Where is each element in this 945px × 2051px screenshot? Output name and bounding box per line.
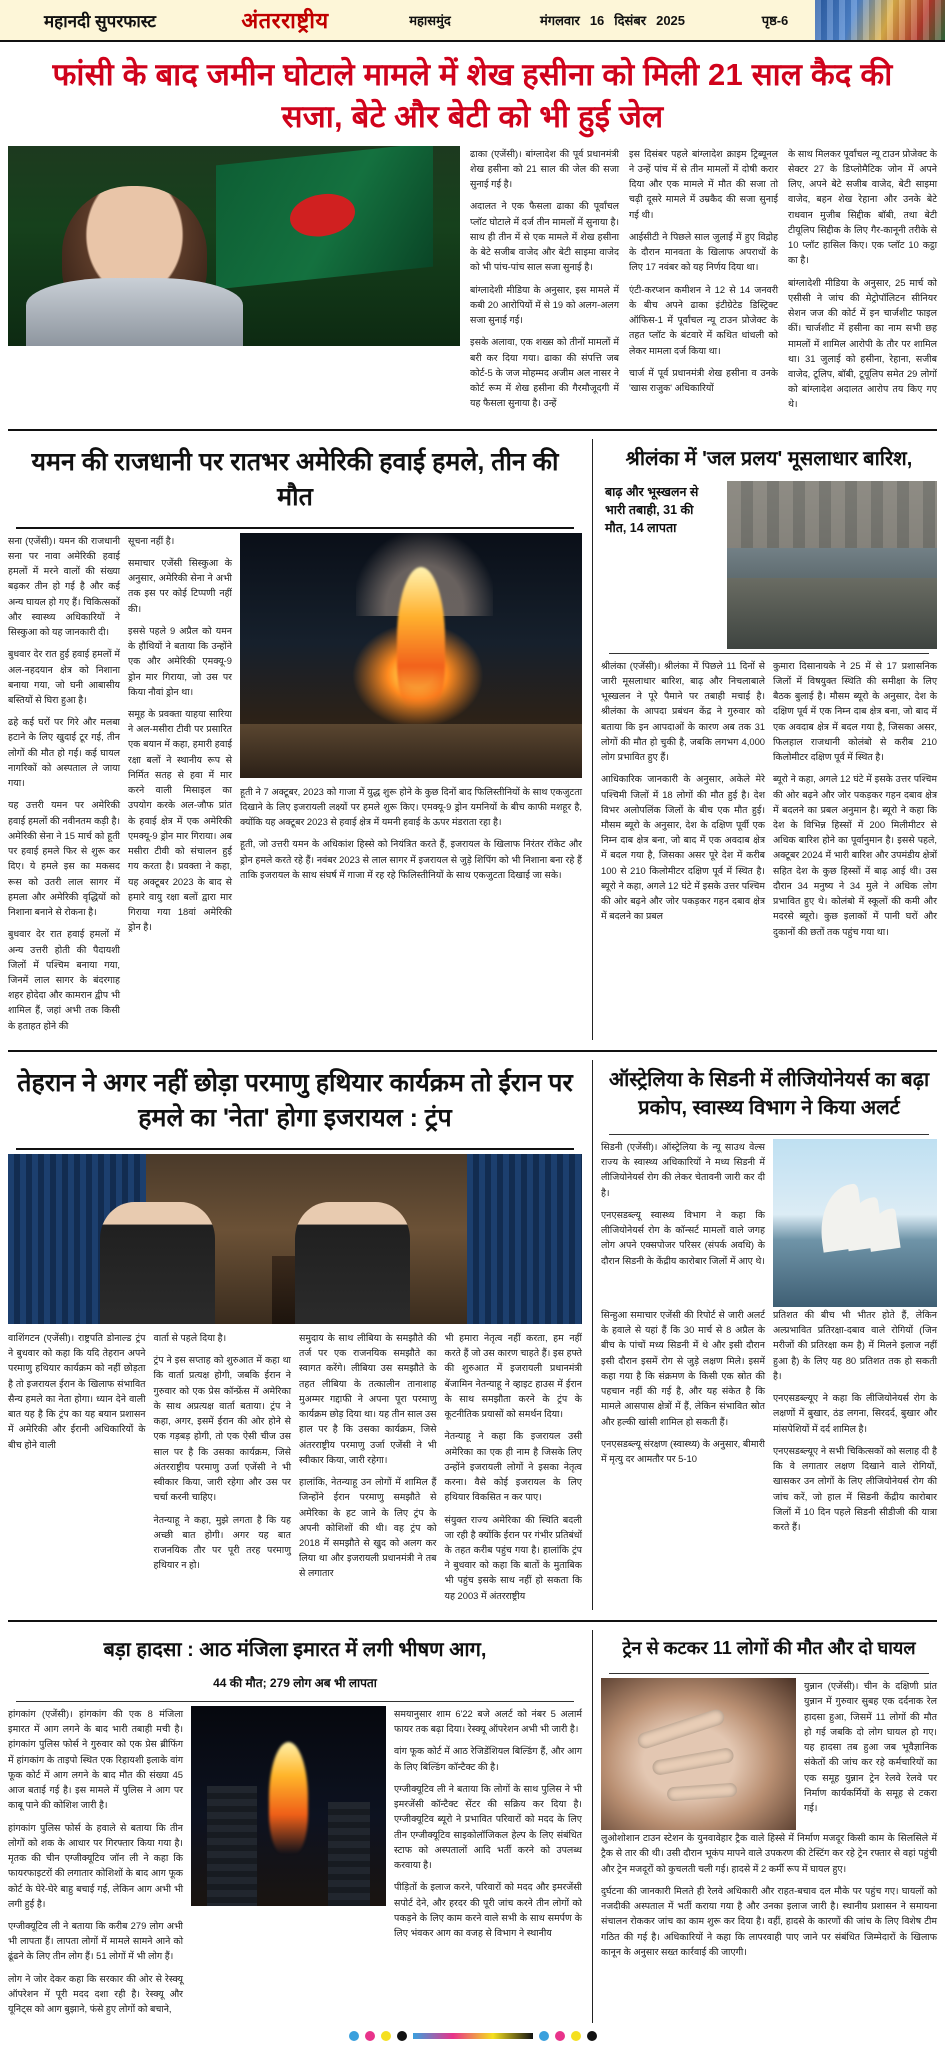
paragraph: हूती ने 7 अक्टूबर, 2023 को गाजा में युद्ध शुरू होने के कुछ दिनों बाद फिलिस्तीनियों के साथ एकजुटता दिखाने के लिए इजरायली लक्ष्यों पर हमले शुरू किए। एमक्यू-9 ड्रोन यमनियों के बीच काफी मशहूर है, क्योंकि यह अक्टूबर 2023 से हवाई क्षेत्र में यमनी हवाई के ऊपर मंडराता रहा है।: [240, 785, 582, 828]
divider: [8, 1050, 937, 1052]
paragraph: इसके अलावा, एक शख्स को तीनों मामलों में बरी कर दिया गया। ढाका की संपत्ति जब कोर्ट-5 के जज मोहम्मद अजीम अल नासर ने कोर्ट रूम में शेख हसीना की गैरमौजूदगी में यह फैसला सुनाया है। उन्हें: [470, 336, 619, 409]
masthead: [0, 0, 945, 42]
reg-dot-cyan: [539, 2031, 549, 2041]
issue-date: [490, 0, 735, 40]
yemen-fire-photo: [240, 533, 582, 778]
srilanka-flood-photo: [727, 481, 937, 649]
paragraph: एग्जीक्यूटिव ली ने बताया कि करीब 279 लोग अभी भी लापता हैं। लापता लोगों में मामले सामने आने को ढूंढने के लिए तीन लोग हैं। 51 लोगों में भी लोग हैं।: [8, 1919, 183, 1962]
yemen-story: [8, 439, 582, 1040]
fire-photo-col: [191, 1706, 386, 2023]
srilanka-subhead: बाढ़ और भूस्खलन से भारी तबाही, 31 की मौत, 14 लापता: [605, 484, 699, 535]
iran-story: [8, 1060, 582, 1610]
edition-city: महासमुंद: [409, 13, 451, 28]
srilanka-story: [592, 439, 937, 1040]
paragraph: इस दिसंबर पहले बांग्लादेश क्राइम ट्रिब्यूनल ने उन्हें पांच में से तीन मामलों में दोषी करार दिया और एक मामले में मौत की सजा तो चढ़ी दूसरे मामले में उम्रकैद की सजा सुनाई गई थी।: [629, 147, 778, 220]
fire-story: [8, 1630, 582, 2023]
paragraph: बांग्लादेशी मीडिया के अनुसार, 25 मार्च को एसीसी ने जांच की मेट्रोपॉलिटन सीनियर सेशन जज की कोर्ट में इन चार्जशीट फाइल कीं। चार्जशीट में हसीना का नाम सभी छह मामलों में शामिल आरोपी के तौर पर शामिल था। 31 जुलाई को हसीना, रेहाना, सजीब वाजेद, टूलिप, बॉबी, टूयूलिप समेत 29 लोगों को बांग्लादेश अदालत आरोप तय किए गए थे।: [788, 276, 937, 410]
paragraph: ढाका (एजेंसी)। बांग्लादेश की पूर्व प्रधानमंत्री शेख हसीना को 21 साल की जेल की सजा सुनाई गई है।: [470, 147, 619, 190]
iran-column-1: [8, 1330, 146, 1610]
reg-dot-magenta: [365, 2031, 375, 2041]
paragraph: हालांकि, नेतन्याहू उन लोगों में शामिल हैं जिन्होंने ईरान परमाणु समझौते से अमेरिका के हट जाने के लिए ट्रंप के अपनी कोशिशों की थी। वह ट्रंप को 2018 में समझौते से खुद को अलग कर लिया था और इजरायली प्रधानमंत्री ने तब से लगातार: [299, 1476, 437, 1579]
reg-dot-black: [397, 2031, 407, 2041]
iran-photo: [8, 1154, 582, 1324]
paragraph: समाचार एजेंसी सिस्कुआ के अनुसार, अमेरिकी सेना ने अभी तक इस पर कोई टिप्पणी नहीं की।: [128, 556, 232, 614]
train-column-2: [601, 1830, 937, 1959]
sydney-opera-photo: [773, 1139, 937, 1307]
paragraph: हांगकांग पुलिस फोर्स के हवाले से बताया कि तीन लोगों को शक के आधार पर गिरफ्तार किया गया है। मृतक की चीन एग्जीक्यूटिव जॉन ली ने कहा कि फायरफाइटरों की लगातार कोशिशों के बाद आग फूक कोर्ट के घेरे-घेरे बाहु बचाई गई, लेकिन आग अभी भी लगी हुई है।: [8, 1821, 183, 1909]
flame-icon: [269, 1742, 308, 1854]
issue-month: दिसंबर: [614, 13, 647, 28]
paragraph: बांग्लादेशी मीडिया के अनुसार, इस मामले में कबी 20 आरोपियों में से 19 को अलग-अलग सजा सुनाई गई।: [470, 283, 619, 326]
australia-column-1: [601, 1139, 765, 1307]
paragraph: एग्जीक्यूटिव ली ने बताया कि लोगों के साथ पुलिस ने भी इमरजेंसी कॉन्टैक्ट सेंटर की सक्रिय कर दिया है। एग्जीक्यूटिव ब्यूरो ने प्रभावित परिवारों को मदद के लिए तीन एग्जीक्यूटिव साइकोलॉजिकल हेल्प के लिए संबंधित स्टाफ को अस्पतालों आदि भर्ती करने को उपलब्ध करवाया है।: [394, 1782, 582, 1871]
reg-dot-cyan: [349, 2031, 359, 2041]
lead-column-3: [788, 146, 937, 419]
paragraph: ढहे कई घरों पर गिरे और मलबा हटाने के लिए खुदाई टूर गई, तीन लोगों की मौत हो गई। कई घायल नागरिकों को अस्पताल ले जाया गया।: [8, 716, 120, 789]
paragraph: एनएसडब्ल्यू संरक्षण (स्वास्थ्य) के अनुसार, बीमारी में मृत्यु दर आमतौर पर 5-10: [601, 1437, 765, 1465]
australia-story: [592, 1060, 937, 1610]
yemen-photo-col: [240, 533, 582, 1040]
paragraph: पीड़ितों के इलाज करने, परिवारों को मदद और इमरजेंसी सपोर्ट देने, और हरदर की पूरी जांच करने तीन लोगों को पकड़ने के लिए काम करने वाले सभी के साथ समर्पण के लिए भंवकर आग का वजह से विभाग ने स्थानीय: [394, 1881, 582, 1938]
paragraph: लुओशोशान टाउन स्टेशन के युनवावेहार ट्रैक वाले हिस्से में निर्माण मजदूर किसी काम के सिलसिले में ट्रैक से तार की थी। उसी दौरान भूकंप मापने वाले उपकरण की टेस्टिंग कर रहे ट्रेन रफ्तार से वहां पहुंची और ट्रेन मजदूरों को कुचलती चली गई। हादसे में 2 कर्मी रूप में घायल हुए।: [601, 1832, 937, 1874]
paragraph: भी हमारा नेतृत्व नहीं करता, हम नहीं करते हैं जो उस कारण चाहते हैं। इस हफ्ते की शुरुआत में इजरायली प्रधानमंत्री बेंजामिन नेतन्याहू ने व्हाइट हाउस में ईरान के साथ समझौता करने के ट्रंप के कूटनीतिक प्रयासों को समर्थन दिया।: [444, 1331, 582, 1420]
paragraph: इससे पहले 9 अप्रैल को यमन के हौथियों ने बताया कि उन्होंने एक और अमेरिकी एमक्यू-9 ड्रोन मार गिराया, जो उस पर किया नौवां ड्रोन था।: [128, 624, 232, 697]
divider: [8, 429, 937, 431]
lead-headline: फांसी के बाद जमीन घोटाले मामले में शेख हसीना को मिली 21 साल कैद की सजा, बेटे और बेटी को भी हुई जेल: [52, 57, 893, 134]
reg-dot-yellow: [571, 2031, 581, 2041]
paragraph: एनएसडब्ल्यूए ने सभी चिकित्सकों को सलाह दी है कि वे लगातार लक्षण दिखाने वाले रोगियों, खासकर उन लोगों के लिए लीजियोनेयर्स रोग की जांच करें, जो हाल में सिडनी केंद्रीय कारोबार जिलों में 10 दिन पहले सिडनी सीडीजी की यात्रा करते हैं।: [773, 1444, 937, 1532]
train-accident-photo: [601, 1678, 796, 1830]
paragraph: सना (एजेंसी)। यमन की राजधानी सना पर नावा अमेरिकी हवाई हमलों में मरने वालों की संख्या बढ़कर तीन हो गई है और कई अन्य घायल हो गए हैं। चिकित्सकों और स्वास्थ्य अधिकारियों ने सिस्कुआ को यह जानकारी दी।: [8, 534, 120, 638]
fire-column-2: [394, 1706, 582, 2023]
paragraph: अदालत ने एक फैसला ढाका की पूर्वांचल प्लॉट घोटाले में दर्ज तीन मामलों में सुनाया है। साथ ही तीन में से एक मामले में शेख हसीना के बेटे सजीब वाजेद और बेटी साइमा वाजेद को भी पांच-पांच साल सजा सुनाई है।: [470, 200, 619, 273]
paragraph: बुधवार देर रात हवाई हमलों में अन्य उत्तरी होती की पैदायशी जिलों में पश्चिम बनाया गया, जिनमें लाल सागर के बंदरगाह शहर होदेदा और कामरान द्वीप भी शामिल हैं, जहां अभी तक किसी के हताहत होने की: [8, 928, 120, 1031]
print-registration-marks: [0, 2023, 945, 2051]
iran-column-2: [154, 1330, 292, 1610]
paragraph: के साथ मिलकर पूर्वांचल न्यू टाउन प्रोजेक्ट के सेक्टर 27 के डिप्लोमैटिक जोन में अपने लिए, अपने बेटे सजीब वाजेद, बेटी साइमा वाजेद, बहन शेख रेहाना और उनके बेटे राधवान मुजीब सिद्दीक बॉबी, तथा बेटी टीयूलिप सिद्दीक के लिए गैर-कानूनी तरीके से 10 प्लॉट हासिल किए। एक प्लॉट 10 कट्ठा का है।: [788, 147, 937, 266]
paragraph: सूचना नहीं है।: [128, 534, 175, 546]
australia-headline: ऑस्ट्रेलिया के सिडनी में लीजियोनेयर्स का बढ़ा प्रकोप, स्वास्थ्य विभाग ने किया अलर्ट: [608, 1068, 930, 1119]
divider: [609, 1673, 929, 1674]
issue-date-num: 16: [589, 12, 605, 28]
paragraph: लोग ने जोर देकर कहा कि सरकार की ओर से रेस्क्यू ऑपरेशन में पूरी मदद दशा रही है। रेस्क्यू और यूनिट्स को आग बुझाने, फंसे हुए लोगों को बचाने,: [8, 1972, 183, 2015]
divider: [16, 527, 574, 529]
paragraph: वार्ता से पहले दिया है।: [153, 1331, 227, 1343]
paragraph: युन्नान (एजेंसी)। चीन के दक्षिणी प्रांत युन्नान में गुरुवार सुबह एक दर्दनाक रेल हादसा हुआ, जिसमें 11 लोगों की मौत हो गई जबकि दो लोग घायल हो गए। यह हादसा तब हुआ जब भूवैज्ञानिक संकेतों की जांच कर रहे कर्मचारियों का एक समूह युन्नान ट्रेन रेलवे रेलवे पर निर्माण कार्यकर्मियों के समूह से टकरा गई।: [804, 1680, 937, 1813]
lead-column-2: [629, 146, 778, 419]
paper-name: महानदी सुपरफास्ट: [44, 11, 156, 31]
paragraph: कुमारा दिसानायके ने 25 में से 17 प्रशासनिक जिलों में विषयुक्त स्थिति की समीक्षा के लिए बैठक बुलाई है। मौसम ब्यूरो के अनुसार, देश के दक्षिण पूर्व में एक निम्न दाब क्षेत्र बना, जो बाद में एक अवदाब क्षेत्र में बदल गया है, जिसका असर, फिलहाल राजधानी कोलंबो से करीब 210 किलोमीटर दक्षिण पूर्व में स्थित है।: [773, 659, 937, 763]
paragraph: ब्यूरो ने कहा, अगले 12 घंटे में इसके उत्तर पश्चिम की ओर बढ़ने और जोर पकड़कर गहन दबाव क्षेत्र में बदलने का प्रबल अनुमान है। ब्यूरो ने कहा कि देश के विभिन्न हिस्सों में 200 मिलीमीटर से अधिक बारिश होने का पूर्वानुमान है। इससे पहले, अक्टूबर 2024 में भारी बारिश और उपमंडीय क्षेत्रों सहित देश के कुछ हिस्सों में बाढ़ आई थी। उस दौरान 34 मनुष्य ने 34 मुले ने अधिक लोग प्रभावित हुए थे। कोलंबो में स्कूलों की कमी और मदरसे ब्यूरो। कुछ इलाकों में पानी घरों और दुकानों की छतों तक पहुंच गया था।: [773, 773, 937, 937]
srilanka-column-2: [773, 658, 937, 946]
flame-icon: [397, 567, 445, 709]
paragraph: हूती, जो उत्तरी यमन के अधिकांश हिस्से को नियंत्रित करते हैं, इजरायल के खिलाफ निरंतर रॉकेट और ड्रोन हमले करते रहे हैं। नवंबर 2023 से लाल सागर में इजरायल से जुड़े शिपिंग को भी निशाना बना रहे हैं ताकि इजरायल के साथ संघर्ष में गाजा में रह रहे फिलिस्तीनियों के साथ एकजुटता दिखाई जा सके।: [240, 838, 582, 880]
paragraph: नेतन्याहू ने कहा कि इजरायल उसी अमेरिका का एक ही नाम है जिसके लिए उन्होंने इजरायली लोगों ने इसका नेतृत्व करना। वैसे कोई इजरायल के लिए हथियार विकसित न कर पाए।: [444, 1430, 582, 1503]
iran-column-4: [445, 1330, 583, 1610]
paragraph: चार्ज में पूर्व प्रधानमंत्री शेख हसीना व उनके 'खास राजुक' अधिकारियों: [629, 366, 778, 393]
divider: [16, 1701, 574, 1702]
paragraph: आधिकारिक जानकारी के अनुसार, अकेले मेरे पश्चिमी जिलों में 18 लोगों की मौत हुई है। देश विभर अलोपलिंक जिलों के बीच एक मौत हुई। मौसम ब्यूरो के अनुसार, देश के दक्षिण पूर्वी एक निम्न दाब क्षेत्र बना, जो बाद में एक अवदाब क्षेत्र में बदल गया है, जिसका असर पूरे देश में करीब 100 से 210 किलोमीटर दक्षिण पूर्व में स्थित है। ब्यूरो ने कहा, अगले 12 घंटे में इसके उत्तर पश्चिम की ओर बढ़ने और जोर पकड़कर गहन दबाव क्षेत्र में बदलने का प्रबल: [601, 773, 765, 922]
hand-detail: [667, 1782, 738, 1801]
building-fire-photo: [191, 1706, 386, 1906]
yemen-column-3: [240, 784, 582, 882]
srilanka-column-1: [601, 658, 765, 946]
paragraph: एनएसडब्ल्यू स्वास्थ्य विभाग ने कहा कि लीजियोनेयर्स रोग के कॉन्सर्ट मामलों वाले जगह लोग अपने एक्सपोजर परिसर (संपर्क अवधि) के दौरान सिडनी के केंद्रीय कारोबार जिलों में आए थे।: [601, 1208, 765, 1266]
lead-photo: [8, 146, 460, 346]
yemen-headline: यमन की राजधानी पर रातभर अमेरिकी हवाई हमले, तीन की मौत: [31, 447, 559, 511]
paragraph: सिन्हुआ समाचार एजेंसी की रिपोर्ट से जारी अलर्ट के हवाले से यहां हैं कि 30 मार्च से 8 अप्रैल के बीच के पांचों मध्य सिडनी में थे और इसी दौरान इसी दौरान इसमें रोग से जुड़े लक्षण मिले। इसमें कहा गया है कि संक्रमण के किसी एक स्रोत की पहचान नहीं की गई है, और यह संकेत है कि मामले आसपास क्षेत्रों में हैं, लेकिन संभावित स्रोत और हल्की खांसी शामिल हो सकती हैं।: [601, 1308, 765, 1427]
lead-column-1: [470, 146, 619, 419]
hand-detail: [636, 1707, 726, 1750]
paragraph: ट्रंप ने इस सप्ताह को शुरुआत में कहा था कि वार्ता प्रत्यक्ष होगी, जबकि ईरान ने गुरुवार को एक प्रेस कॉन्फ्रेंस में अमेरिका के साथ अप्रत्यक्ष वार्ता बताया। ट्रंप ने कहा, अगर, इसमें ईरान की ओर होने से एक गड़बड़ होगी, तो एक ऐसी चीज उस साल पर है कि उसका कार्यक्रम, जिसे अंतरराष्ट्रीय परमाणु उर्जा एजेंसी ने भी स्वीकार किया, जारी रहेगा और उस पर चर्चा करनी चाहिए।: [153, 1354, 291, 1503]
srilanka-headline: श्रीलंका में 'जल प्रलय' मूसलाधार बारिश,: [625, 447, 913, 470]
fire-subhead: 44 की मौत; 279 लोग अब भी लापता: [213, 1675, 377, 1690]
paragraph: नेतन्याहू ने कहा, मुझे लगता है कि यह अच्छी बात होगी। अगर यह बात राजनयिक तौर पर पूरी तरह परमाणु हथियार न हो।: [153, 1513, 291, 1571]
train-column-1: [804, 1678, 937, 1830]
australia-column-3: [773, 1307, 937, 1541]
divider: [609, 1134, 929, 1135]
issue-day: मंगलवार: [539, 13, 580, 28]
paragraph: यह उत्तरी यमन पर अमेरिकी हवाई हमलों की नवीनतम कड़ी है। अमेरिकी सेना ने 15 मार्च को हूती पर हवाई हमले फिर से शुरू कर दिए। ये हमले इस का मकसद रूस को उतरी लाल सागर में हमला और अमेरिकी वृद्धियों को निशाना बनाने से रोकना है।: [8, 799, 120, 918]
paragraph: समुदाय के साथ लीबिया के समझौते की तर्ज पर एक राजनयिक समझौते का स्वागत करेंगे। लीबिया उस समझौते के तहत लीबिया के तत्कालीन तानाशाह मुअम्मर गद्दाफी ने अपना पूरा परमाणु कार्यक्रम छोड़ दिया था। यह तीन साल उस हाल पर है कि उसका कार्यक्रम, जिसे अंतरराष्ट्रीय परमाणु उर्जा एजेंसी ने भी स्वीकार किया, जारी रहेगा।: [299, 1331, 437, 1465]
paragraph: संयुक्त राज्य अमेरिका की स्थिति बदली जा रही है क्योंकि ईरान पर गंभीर प्रतिबंधों के तहत करीब पहुंच गया है। हालांकि ट्रंप ने बुधवार को कहा कि बातों के मुताबिक भी पहुंच इसके साथ नहीं हो सकता कि यह 2003 में अंतरराष्ट्रीय: [444, 1513, 582, 1601]
divider: [609, 653, 929, 654]
paragraph: दुर्घटना की जानकारी मिलते ही रेलवे अधिकारी और राहत-बचाव दल मौके पर पहुंच गए। घायलों को नजदीकी अस्पताल में भर्ती कराया गया है और उनका इलाज जारी है। स्थानीय प्रशासन ने समायना संचालन रोककर जांच का काम शुरू कर दिया है। वहीं, हादसे के कारणों की जांच के लिए विशेष टीम गठित की गई है। अधिकारियों ने कहा कि लापरवाही पाए जाने पर संबंधित जिम्मेदारों के खिलाफ कानून के अनुसार सख्त कार्रवाई की जाएगी।: [601, 1884, 937, 1957]
paragraph: एनएसडब्ल्यूए ने कहा कि लीजियोनेयर्स रोग के लक्षणों में बुखार, ठंड लगना, सिरदर्द, बुखार और मांसपेशियों में दर्द शामिल है।: [773, 1392, 937, 1434]
paragraph: बुधवार देर रात हुई हवाई हमलों में अल-नहदयान क्षेत्र को निशाना बनाया गया, जो घनी आबासीय बस्तियों से घिरा हुआ है।: [8, 648, 120, 706]
hand-detail: [651, 1747, 734, 1776]
curtain-right: [467, 1154, 582, 1324]
divider: [8, 1620, 937, 1622]
page-number: पृष्ठ-6: [761, 13, 789, 28]
paragraph: वांग फूक कोर्ट में आठ रेजिडेंशियल बिल्डिंग हैं, और आग के लिए बिल्डिंग कॉन्टैक्ट की है।: [394, 1745, 582, 1772]
iran-headline: तेहरान ने अगर नहीं छोड़ा परमाणु हथियार कार्यक्रम तो ईरान पर हमले का 'नेता' होगा इजरायल : ट्रंप: [17, 1068, 573, 1132]
bangladesh-flag-icon: [216, 146, 433, 289]
paragraph: समूह के प्रवक्ता याहया सारिया ने अल-मसीरा टीवी पर प्रसारित एक बयान में कहा, हमारी हवाई रक्षा बलों ने स्थानीय रूप से निर्मित सतह से हवा में मार करने वाली मिसाइल का उपयोग करके अल-जौफ प्रांत के हवाई क्षेत्र में एक अमेरिकी एमक्यू-9 ड्रोन मार गिराया। अब मसीरा टीवी को संचालन हुई गय करता है। प्रवक्ता ने कहा, यह अक्टूबर 2023 के बाद से हमारे वायु रक्षा बलों द्वारा मार गिराया गया 18वां अमेरिकी ड्रोन है।: [128, 708, 232, 933]
person-right: [295, 1202, 410, 1324]
ground: [240, 724, 582, 778]
paragraph: आईसीटी ने पिछले साल जुलाई में हुए विद्रोह के दौरान मानवता के खिलाफ अपराधों के लिए 17 नवंबर को यह निर्णय दिया था।: [629, 230, 778, 273]
paragraph: प्रतिशत की बीच भी भीतर होते हैं, लेकिन अल्प्रभावित प्रतिरक्षा-दबाव वाले रोगियों (जिन मरीजों की प्रतिरक्षा कम है) में मिलने इलाज नहीं हुआ है) के लिए यह 80 प्रतिशत तक हो सकती है।: [773, 1308, 937, 1381]
paragraph: हांगकांग (एजेंसी)। हांगकांग की एक 8 मंजिला इमारत में आग लगने के बाद भारी तबाही मची है। हांगकांग पुलिस फोर्स ने गुरुवार को एक प्रेस ब्रीफिंग में हांगकांग के ताइपो स्थित एक रिहायशी इलाके वांग फूक कोर्ट में आग लगने के बाद मौत की संख्या 45 आज बताई गई है। इस मामले में पुलिस ने आग पर काबू पाने की कोशिश जारी है।: [8, 1707, 183, 1811]
portrait-body: [26, 278, 243, 346]
fire-column-1: [8, 1706, 183, 2023]
reg-color-bar: [413, 2033, 533, 2039]
reg-dot-yellow: [381, 2031, 391, 2041]
divider: [16, 1148, 574, 1150]
paragraph: सिडनी (एजेंसी)। ऑस्ट्रेलिया के न्यू साउथ वेल्स राज्य के स्वास्थ्य अधिकारियों ने मध्य सिडनी में लीजियोनेयर्स रोग की लेकर चेतावनी जारी कर दी है।: [601, 1140, 765, 1198]
masthead-ad-banner[interactable]: [815, 0, 945, 40]
australia-photo-col: [773, 1139, 937, 1307]
paragraph: श्रीलंका (एजेंसी)। श्रीलंका में पिछले 11 दिनों से जारी मूसलाधार बारिश, बाढ़ और निचलाबाले भूस्खलन ने पूरे पैमाने पर तबाही मचाई है। श्रीलंका के आपदा प्रबंधन केंद्र ने गुरुवार को बताया कि इन आपदाओं के कारण अब तक 31 लोगों की मौत हो चुकी है, जबकि लगभग 4,000 लोग प्रभावित हुए हैं।: [601, 659, 765, 763]
issue-year: 2025: [656, 12, 686, 28]
person-left: [100, 1202, 215, 1324]
building-right: [328, 1802, 371, 1906]
paragraph: एंटी-करप्शन कमीशन ने 12 से 14 जनवरी के बीच अपने ढाका इंटीग्रेटेड डिस्ट्रिक्ट ऑफिस-1 में पूर्वांचल न्यू टाउन प्रोजेक्ट के तहत प्लॉट के बंटवारे में कथित धांधली को लेकर मामला दर्ज किया था।: [629, 283, 778, 356]
train-headline: ट्रेन से कटकर 11 लोगों की मौत और दो घायल: [622, 1637, 916, 1658]
lead-story: [8, 146, 937, 419]
reg-dot-black: [587, 2031, 597, 2041]
srilanka-subhead-col: [601, 481, 719, 649]
train-photo-col: [601, 1678, 796, 1830]
train-story: [592, 1630, 937, 2023]
fire-headline: बड़ा हादसा : आठ मंजिला इमारत में लगी भीषण आग,: [103, 1638, 487, 1661]
reg-dot-magenta: [555, 2031, 565, 2041]
yemen-column-1: [8, 533, 120, 1040]
paragraph: समयानुसार शाम 6'22 बजे अलर्ट को नंबर 5 अलार्म फायर तक बढ़ा दिया। रेस्क्यू ऑपरेशन अभी भी जारी है।: [394, 1707, 582, 1735]
australia-column-2: [601, 1307, 765, 1541]
yemen-column-2: [128, 533, 232, 1040]
paragraph: वाशिंगटन (एजेंसी)। राष्ट्रपति डोनाल्ड ट्रंप ने बुधवार को कहा कि यदि तेहरान अपने परमाणु हथियार कार्यक्रम को नहीं छोड़ता है तो इजरायल ईरान के खिलाफ संभावित सैन्य हमले का नेता होगा। ध्यान देने वाली बात यह है कि ट्रंप का यह बयान प्रशासन में अमेरिकी और ईरानी अधिकारियों के बीच होने वाली: [8, 1331, 146, 1450]
building-left: [207, 1786, 258, 1906]
section-logo: अंतरराष्ट्रीय: [241, 8, 329, 33]
iran-column-3: [299, 1330, 437, 1610]
